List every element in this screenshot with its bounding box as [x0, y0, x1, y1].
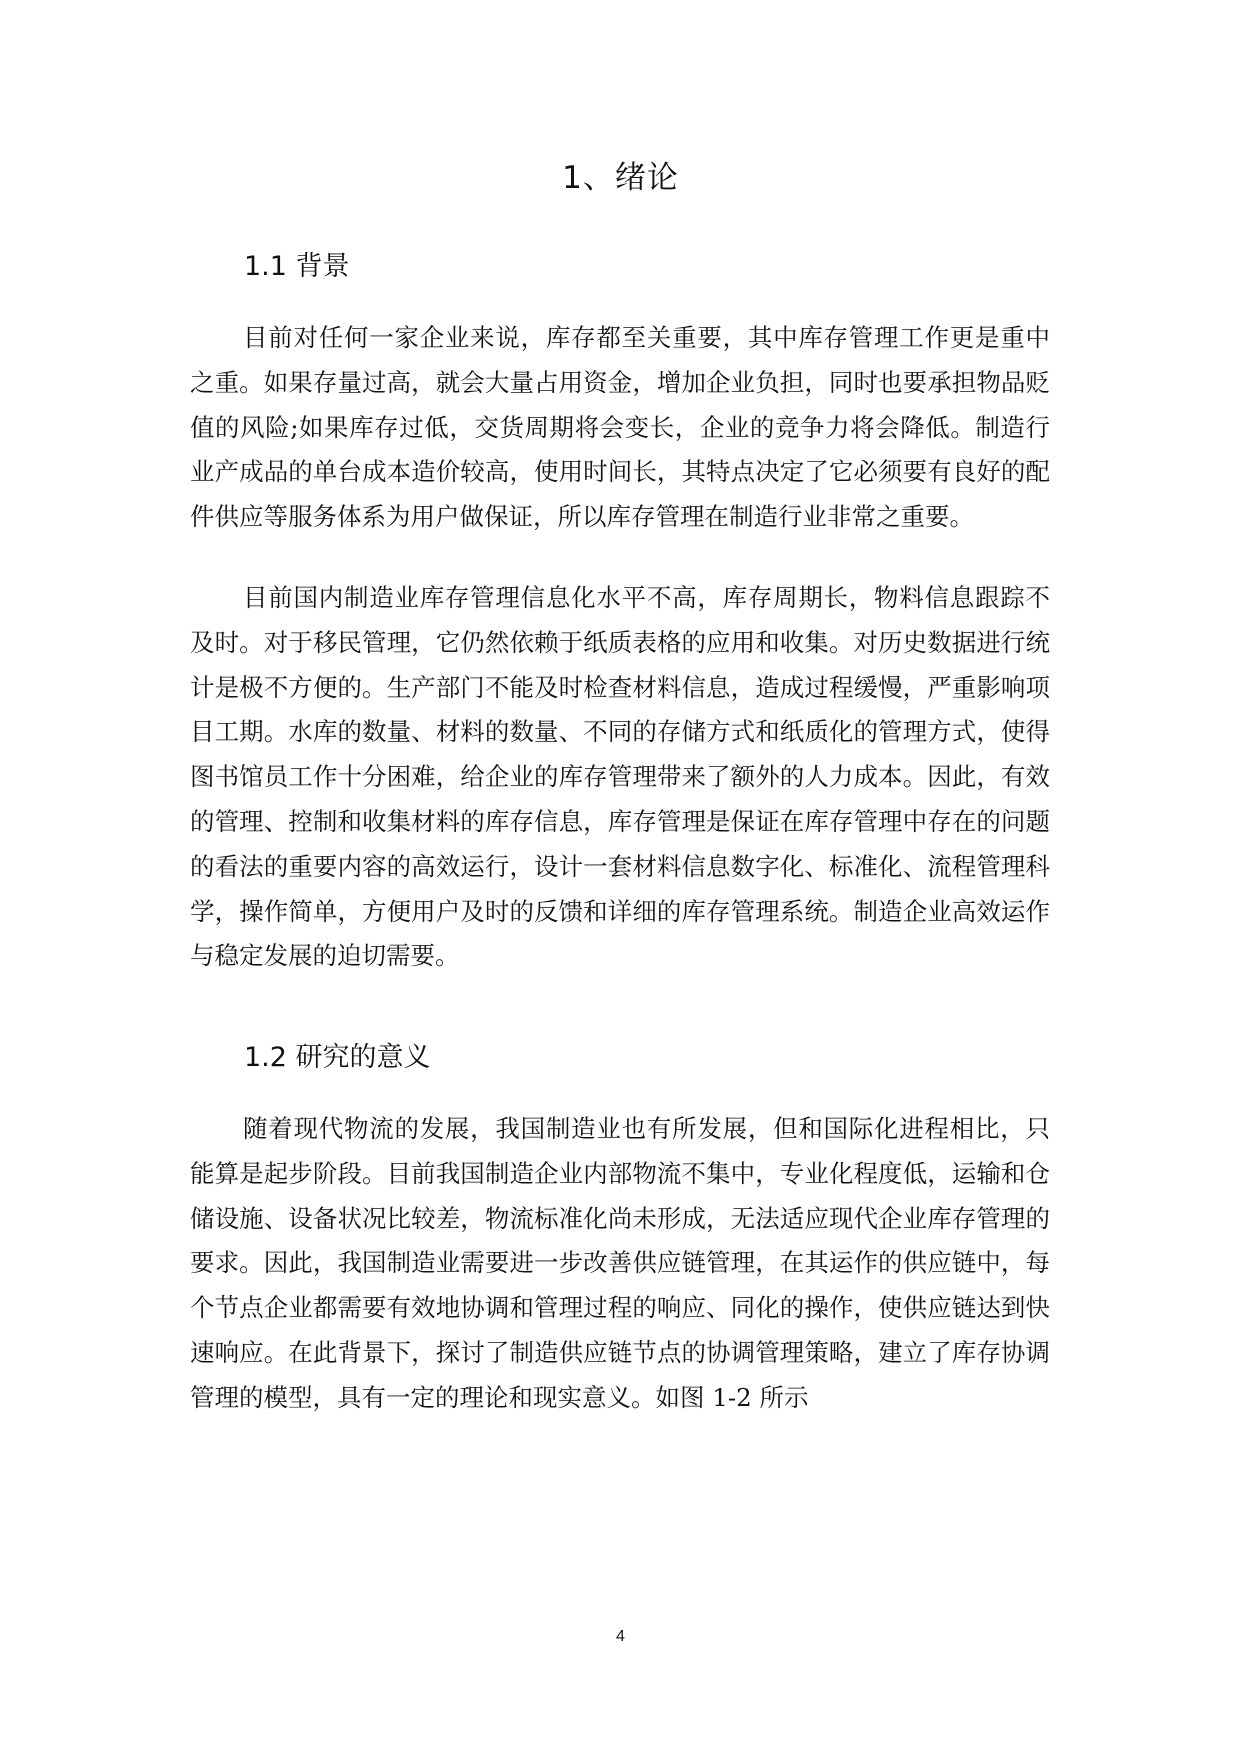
page-number: 4 [616, 1628, 625, 1645]
paragraph: 目前国内制造业库存管理信息化水平不高，库存周期长，物料信息跟踪不及时。对于移民管理，它仍然依赖于纸质表格的应用和收集。对历史数据进行统计是极不方便的。生产部门不能及时检查材料信息，造成过程缓慢，严重影响项目工期。水库的数量、材料的数量、不同的存储方式和纸质化的管理方式，使得图书馆员工作十分困难，给企业的库存管理带来了额外的人力成本。因此，有效的管理、控制和收集材料的库存信息，库存管理是保证在库存管理中存在的问题的看法的重要内容的高效运行，设计一套材料信息数字化、标准化、流程管理科学，操作简单，方便用户及时的反馈和详细的库存管理系统。制造企业高效运作与稳定发展的迫切需要。 [190, 583, 1050, 971]
paragraph: 随着现代物流的发展，我国制造业也有所发展，但和国际化进程相比，只能算是起步阶段。目前我国制造企业内部物流不集中，专业化程度低，运输和仓储设施、设备状况比较差，物流标准化尚未形成，无法适应现代企业库存管理的要求。因此，我国制造业需要进一步改善供应链管理，在其运作的供应链中，每个节点企业都需要有效地协调和管理过程的响应、同化的操作，使供应链达到快速响应。在此背景下，探讨了制造供应链节点的协调管理策略，建立了库存协调管理的模型，具有一定的理论和现实意义。如图 1-2 所示 [190, 1114, 1050, 1412]
paragraph: 目前对任何一家企业来说，库存都至关重要，其中库存管理工作更是重中之重。如果存量过高，就会大量占用资金，增加企业负担，同时也要承担物品贬值的风险;如果库存过低，交货周期将会变长，企业的竞争力将会降低。制造行业产成品的单台成本造价较高，使用时间长，其特点决定了它必须要有良好的配件供应等服务体系为用户做保证，所以库存管理在制造行业非常之重要。 [190, 323, 1050, 532]
chapter-title: 1、绪论 [562, 160, 679, 196]
section-heading-significance: 1.2 研究的意义 [244, 1042, 431, 1073]
section-heading-background: 1.1 背景 [244, 251, 350, 282]
